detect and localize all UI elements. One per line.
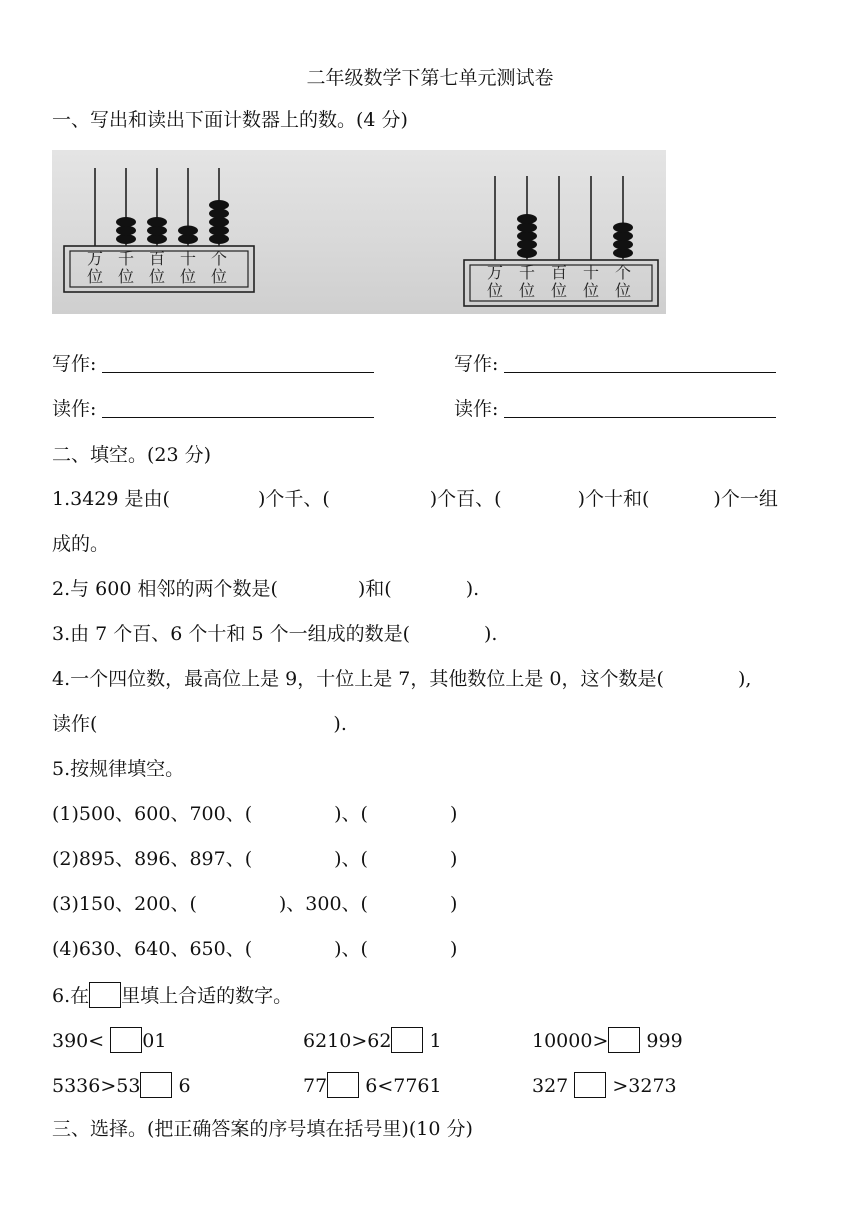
read-label-right: 读作: xyxy=(454,398,499,420)
abacus-label-bottom: 位 xyxy=(614,281,632,300)
q5-row-3 xyxy=(52,892,457,916)
section1-heading: 一、写出和读出下面计数器上的数。(4 分) xyxy=(52,109,408,131)
q5-row-1-mid: )、( xyxy=(334,803,368,825)
q4-part-c: 读作( xyxy=(52,713,98,735)
q6-item-3-before: 10000> xyxy=(532,1030,609,1052)
abacus-label-top: 个 xyxy=(614,263,632,282)
q6-item-4-box[interactable] xyxy=(140,1072,172,1098)
abacus-label-top: 万 xyxy=(486,263,504,282)
q6-item-5-box[interactable] xyxy=(327,1072,359,1098)
question-3 xyxy=(52,622,497,646)
q6-example-box xyxy=(89,982,121,1008)
read-row-left xyxy=(52,397,374,421)
question-1 xyxy=(52,487,778,511)
abacus-label-bottom: 位 xyxy=(486,281,504,300)
q6-item-3-after: 999 xyxy=(640,1030,683,1052)
abacus-label-bottom: 位 xyxy=(117,267,135,286)
section2-heading: 二、填空。(23 分) xyxy=(52,444,212,466)
q6-item-4 xyxy=(52,1072,191,1098)
q6-item-4-before: 5336>53 xyxy=(52,1075,141,1097)
q6-item-2-box[interactable] xyxy=(391,1027,423,1053)
q6-item-2 xyxy=(303,1027,442,1053)
abacus-bead xyxy=(517,214,537,224)
q1-continuation: 成的。 xyxy=(52,533,110,555)
q6-item-1-before: 390< xyxy=(52,1030,111,1052)
question-5-heading: 5.按规律填空。 xyxy=(52,758,185,780)
page-title: 二年级数学下第七单元测试卷 xyxy=(306,67,554,89)
q5-row-4-end: ) xyxy=(449,938,458,960)
abacus-label-top: 百 xyxy=(148,249,166,268)
q2-part-b: )和( xyxy=(357,578,392,600)
abacus-label-top: 个 xyxy=(210,249,228,268)
q4-part-a: 4.一个四位数，最高位上是 9，十位上是 7，其他数位上是 0，这个数是( xyxy=(52,668,664,690)
abacus-label-bottom: 位 xyxy=(179,267,197,286)
q1-part-c: )个百、( xyxy=(429,488,502,510)
write-answer-left[interactable] xyxy=(102,354,374,373)
q5-row-4-mid: )、( xyxy=(334,938,368,960)
abacus-label-top: 十 xyxy=(582,263,600,282)
q5-row-3-prefix: (3)150、200、( xyxy=(52,893,197,915)
q5-row-1 xyxy=(52,802,457,826)
q5-row-1-end: ) xyxy=(449,803,458,825)
q6-item-6 xyxy=(532,1072,677,1098)
abacus-bead xyxy=(613,223,633,233)
abacus-label-bottom: 位 xyxy=(582,281,600,300)
q6-item-5-before: 77 xyxy=(303,1075,328,1097)
q4-part-d: ). xyxy=(333,713,347,735)
abacus-label-bottom: 位 xyxy=(518,281,536,300)
q6-item-6-box[interactable] xyxy=(574,1072,606,1098)
q5-row-1-prefix: (1)500、600、700、( xyxy=(52,803,253,825)
q1-part-a: 1.3429 是由( xyxy=(52,488,170,510)
q3-part-b: ). xyxy=(484,623,498,645)
abacus-label-top: 千 xyxy=(518,263,536,282)
abacus-photo xyxy=(52,150,666,314)
q6-item-2-before: 6210>62 xyxy=(303,1030,392,1052)
section3-heading: 三、选择。(把正确答案的序号填在括号里)(10 分) xyxy=(52,1118,473,1140)
q6-heading-a: 6.在 xyxy=(52,985,90,1007)
q6-item-6-before: 327 xyxy=(532,1075,575,1097)
q5-row-3-end: ) xyxy=(449,893,458,915)
write-label-left: 写作: xyxy=(52,353,97,375)
abacus-label-top: 百 xyxy=(550,263,568,282)
abacus-bead xyxy=(116,217,136,227)
abacus-label-top: 十 xyxy=(179,249,197,268)
question-2 xyxy=(52,577,479,601)
q6-item-5-after: 6<7761 xyxy=(359,1075,442,1097)
q6-item-4-after: 6 xyxy=(172,1075,191,1097)
write-answer-right[interactable] xyxy=(504,354,776,373)
abacus-label-bottom: 位 xyxy=(210,267,228,286)
q5-row-2 xyxy=(52,847,457,871)
abacus-label-bottom: 位 xyxy=(148,267,166,286)
abacus-right xyxy=(464,176,658,306)
q1-part-d: )个十和( xyxy=(577,488,650,510)
q2-part-c: ). xyxy=(465,578,480,600)
write-row-right xyxy=(454,352,776,376)
q6-item-3 xyxy=(532,1027,683,1053)
q2-part-a: 2.与 600 相邻的两个数是( xyxy=(52,578,278,600)
q6-item-1-box[interactable] xyxy=(110,1027,142,1053)
q6-item-6-after: >3273 xyxy=(606,1075,677,1097)
abacus-label-bottom: 位 xyxy=(86,267,104,286)
q5-row-2-end: ) xyxy=(449,848,458,870)
write-label-right: 写作: xyxy=(454,353,499,375)
q3-part-a: 3.由 7 个百、6 个十和 5 个一组成的数是( xyxy=(52,623,411,645)
q5-row-2-prefix: (2)895、896、897、( xyxy=(52,848,253,870)
abacus-bead xyxy=(209,200,229,210)
abacus-bead xyxy=(147,217,167,227)
q1-part-b: )个千、( xyxy=(257,488,330,510)
q6-item-2-after: 1 xyxy=(423,1030,442,1052)
abacus-label-bottom: 位 xyxy=(550,281,568,300)
read-label-left: 读作: xyxy=(52,398,97,420)
read-answer-right[interactable] xyxy=(504,399,776,418)
q6-heading-b: 里填上合适的数字。 xyxy=(121,985,293,1007)
write-row-left xyxy=(52,352,374,376)
abacus-label-top: 千 xyxy=(117,249,135,268)
q6-item-1-after: 01 xyxy=(142,1030,167,1052)
abacus-bead xyxy=(178,226,198,236)
abacus-label-top: 万 xyxy=(86,249,104,268)
read-answer-left[interactable] xyxy=(102,399,374,418)
q6-item-1 xyxy=(52,1027,166,1053)
q5-row-2-mid: )、( xyxy=(334,848,368,870)
read-row-right xyxy=(454,397,776,421)
q5-row-4-prefix: (4)630、640、650、( xyxy=(52,938,253,960)
q5-row-3-mid: )、300、( xyxy=(278,893,368,915)
q6-item-5 xyxy=(303,1072,442,1098)
q6-item-3-box[interactable] xyxy=(608,1027,640,1053)
question-6-heading xyxy=(52,982,292,1008)
q1-part-e: )个一组 xyxy=(713,488,778,510)
question-4 xyxy=(52,667,751,691)
question-4-line2 xyxy=(52,712,347,736)
abacus-left xyxy=(64,168,254,292)
q5-row-4 xyxy=(52,937,457,961)
q4-part-b: ), xyxy=(737,668,752,690)
